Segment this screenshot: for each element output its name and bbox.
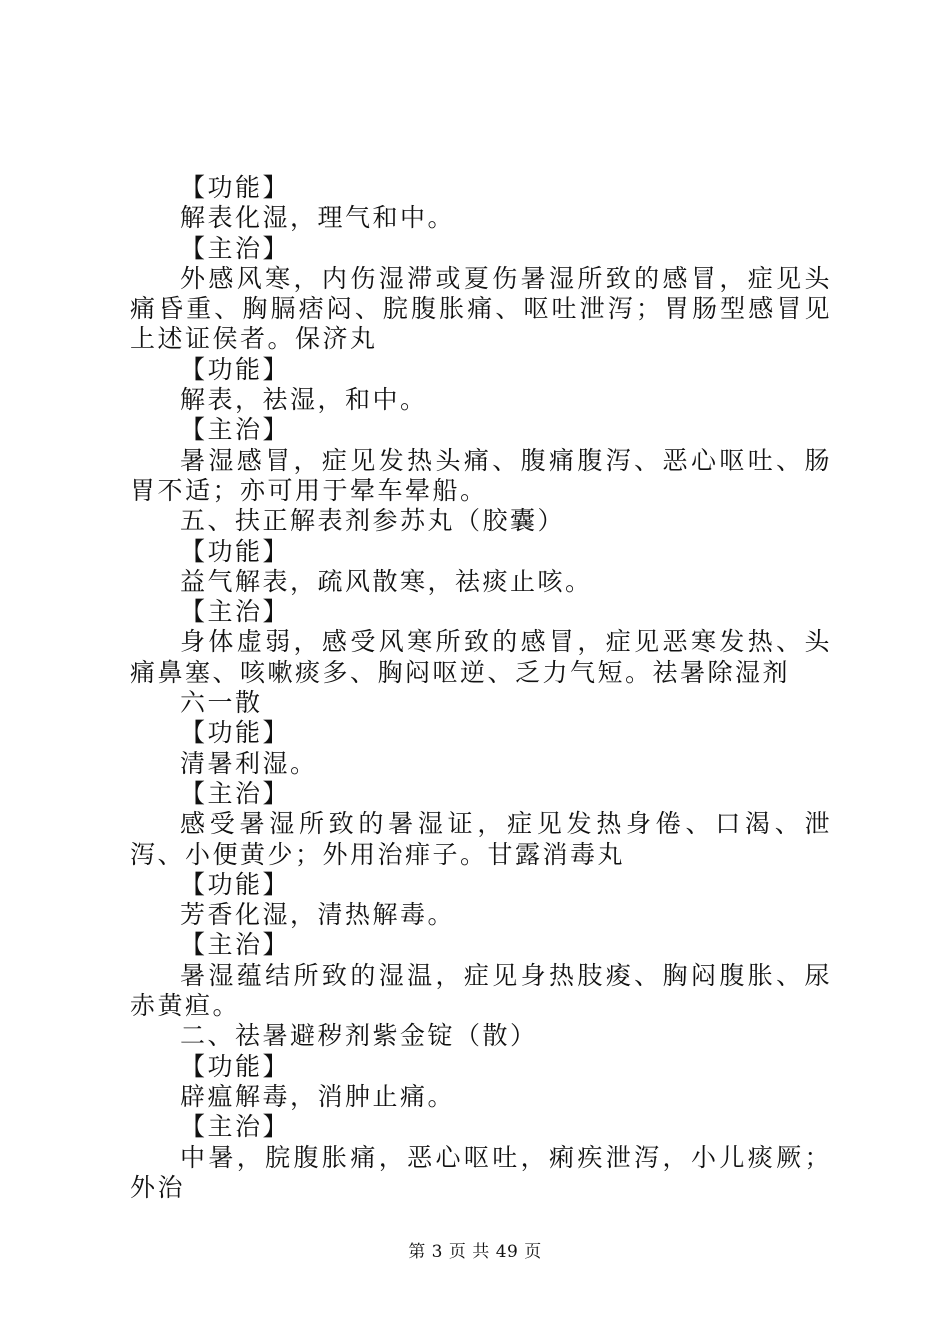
paragraph: 感受暑湿所致的暑湿证，症见发热身倦、口渴、泄泻、小便黄少；外用治痱子。甘露消毒丸 bbox=[130, 809, 832, 869]
page-footer: 第 3 页 共 49 页 bbox=[408, 1242, 542, 1262]
paragraph: 【功能】 bbox=[180, 869, 291, 899]
paragraph: 身体虚弱，感受风寒所致的感冒，症见恶寒发热、头痛鼻塞、咳嗽痰多、胸闷呕逆、乏力气短。祛暑除湿剂 bbox=[130, 627, 832, 687]
paragraph: 【主治】 bbox=[180, 415, 291, 445]
paragraph: 辟瘟解毒，消肿止痛。 bbox=[180, 1081, 456, 1111]
paragraph: 【主治】 bbox=[180, 778, 291, 808]
paragraph: 六一散 bbox=[180, 688, 263, 718]
paragraph: 【功能】 bbox=[180, 718, 291, 748]
paragraph: 【主治】 bbox=[180, 930, 291, 960]
paragraph: 【主治】 bbox=[180, 1112, 291, 1142]
paragraph: 清暑利湿。 bbox=[180, 748, 318, 778]
paragraph: 外感风寒，内伤湿滞或夏伤暑湿所致的感冒，症见头痛昏重、胸膈痞闷、脘腹胀痛、呕吐泄泻；胃肠型感冒见上述证侯者。保济丸 bbox=[130, 263, 832, 354]
paragraph: 解表，祛湿，和中。 bbox=[180, 385, 428, 415]
paragraph: 益气解表，疏风散寒，祛痰止咳。 bbox=[180, 566, 593, 596]
section-heading: 五、扶正解表剂参苏丸（胶囊） bbox=[180, 506, 566, 536]
document-body bbox=[130, 173, 832, 1203]
paragraph: 【功能】 bbox=[180, 1051, 291, 1081]
paragraph: 解表化湿，理气和中。 bbox=[180, 203, 456, 233]
paragraph: 芳香化湿，清热解毒。 bbox=[180, 900, 456, 930]
paragraph: 【功能】 bbox=[180, 536, 291, 566]
paragraph: 【功能】 bbox=[180, 173, 291, 202]
paragraph: 【主治】 bbox=[180, 597, 291, 627]
paragraph: 中暑，脘腹胀痛，恶心呕吐，痢疾泄泻，小儿痰厥；外治 bbox=[130, 1142, 832, 1202]
paragraph: 【功能】 bbox=[180, 354, 291, 384]
paragraph: 暑湿感冒，症见发热头痛、腹痛腹泻、恶心呕吐、肠胃不适；亦可用于晕车晕船。 bbox=[130, 445, 832, 505]
paragraph: 【主治】 bbox=[180, 233, 291, 263]
section-heading: 二、祛暑避秽剂紫金锭（散） bbox=[180, 1021, 538, 1051]
paragraph: 暑湿蕴结所致的湿温，症见身热肢痠、胸闷腹胀、尿赤黄疸。 bbox=[130, 960, 832, 1021]
